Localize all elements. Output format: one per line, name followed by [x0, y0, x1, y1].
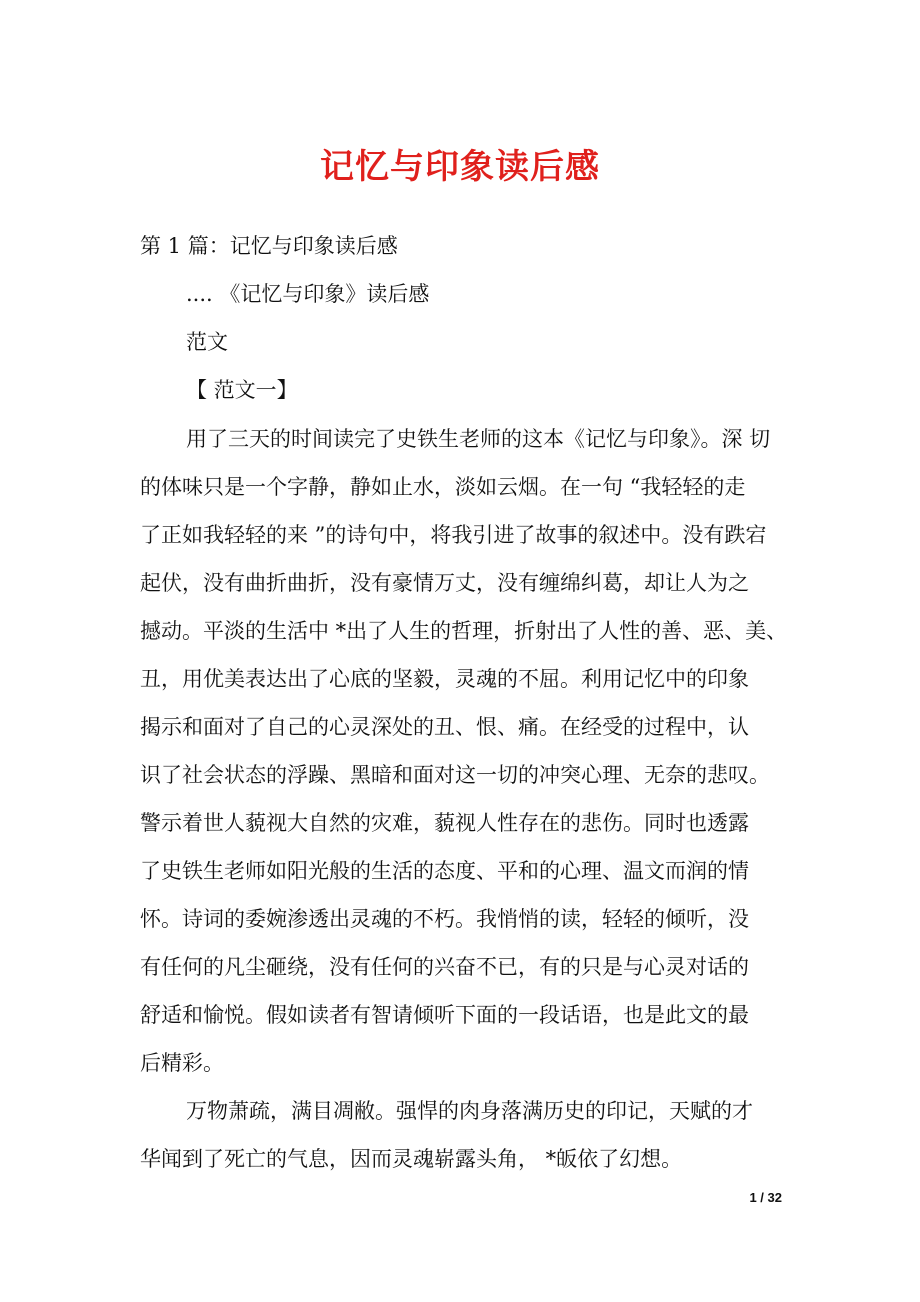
- paragraph-line: 识了社会状态的浮躁、黑暗和面对这一切的冲突心理、无奈的悲叹。: [140, 763, 770, 787]
- paragraph-line: 有任何的凡尘砸绕，没有任何的兴奋不已，有的只是与心灵对话的: [140, 955, 749, 979]
- paragraph-line: 用了三天的时间读完了史铁生老师的这本《记忆与印象》。深 切: [186, 427, 771, 451]
- paragraph-line: 华闻到了死亡的气息，因而灵魂崭露头角， *皈依了幻想。: [140, 1147, 683, 1171]
- paragraph-line: 警示着世人藐视大自然的灾难，藐视人性存在的悲伤。同时也透露: [140, 811, 749, 835]
- paragraph-line: 后精彩。: [140, 1051, 224, 1075]
- paragraph-line: 了正如我轻轻的来 ”的诗句中，将我引进了故事的叙述中。没有跌宕: [140, 523, 767, 547]
- paragraph-line: 万物萧疏，满目凋敝。强悍的肉身落满历史的印记，天赋的才: [186, 1099, 753, 1123]
- fanwen-label: 范文: [186, 330, 228, 354]
- paragraph-line: 丑，用优美表达出了心底的坚毅，灵魂的不屈。利用记忆中的印象: [140, 667, 749, 691]
- fanwen-one-label: 【 范文一】: [186, 378, 298, 402]
- paragraph-line: 起伏，没有曲折曲折，没有豪情万丈，没有缠绵纠葛，却让人为之: [140, 571, 749, 595]
- subtitle: .... 《记忆与印象》读后感: [186, 282, 430, 306]
- paragraph-line: 揭示和面对了自己的心灵深处的丑、恨、痛。在经受的过程中，认: [140, 715, 749, 739]
- document-title: 记忆与印象读后感: [320, 147, 600, 187]
- section-heading: 第 1 篇：记忆与印象读后感: [140, 234, 398, 258]
- paragraph-line: 怀。诗词的委婉渗透出灵魂的不朽。我悄悄的读，轻轻的倾听，没: [140, 907, 749, 931]
- paragraph-line: 舒适和愉悦。假如读者有智请倾听下面的一段话语，也是此文的最: [140, 1003, 749, 1027]
- page-number: 1 / 32: [749, 1190, 782, 1205]
- paragraph-line: 了史铁生老师如阳光般的生活的态度、平和的心理、温文而润的情: [140, 859, 749, 883]
- paragraph-line: 撼动。平淡的生活中 *出了人生的哲理，折射出了人性的善、恶、美、: [140, 619, 788, 643]
- paragraph-line: 的体味只是一个字静，静如止水，淡如云烟。在一句 “我轻轻的走: [140, 475, 746, 499]
